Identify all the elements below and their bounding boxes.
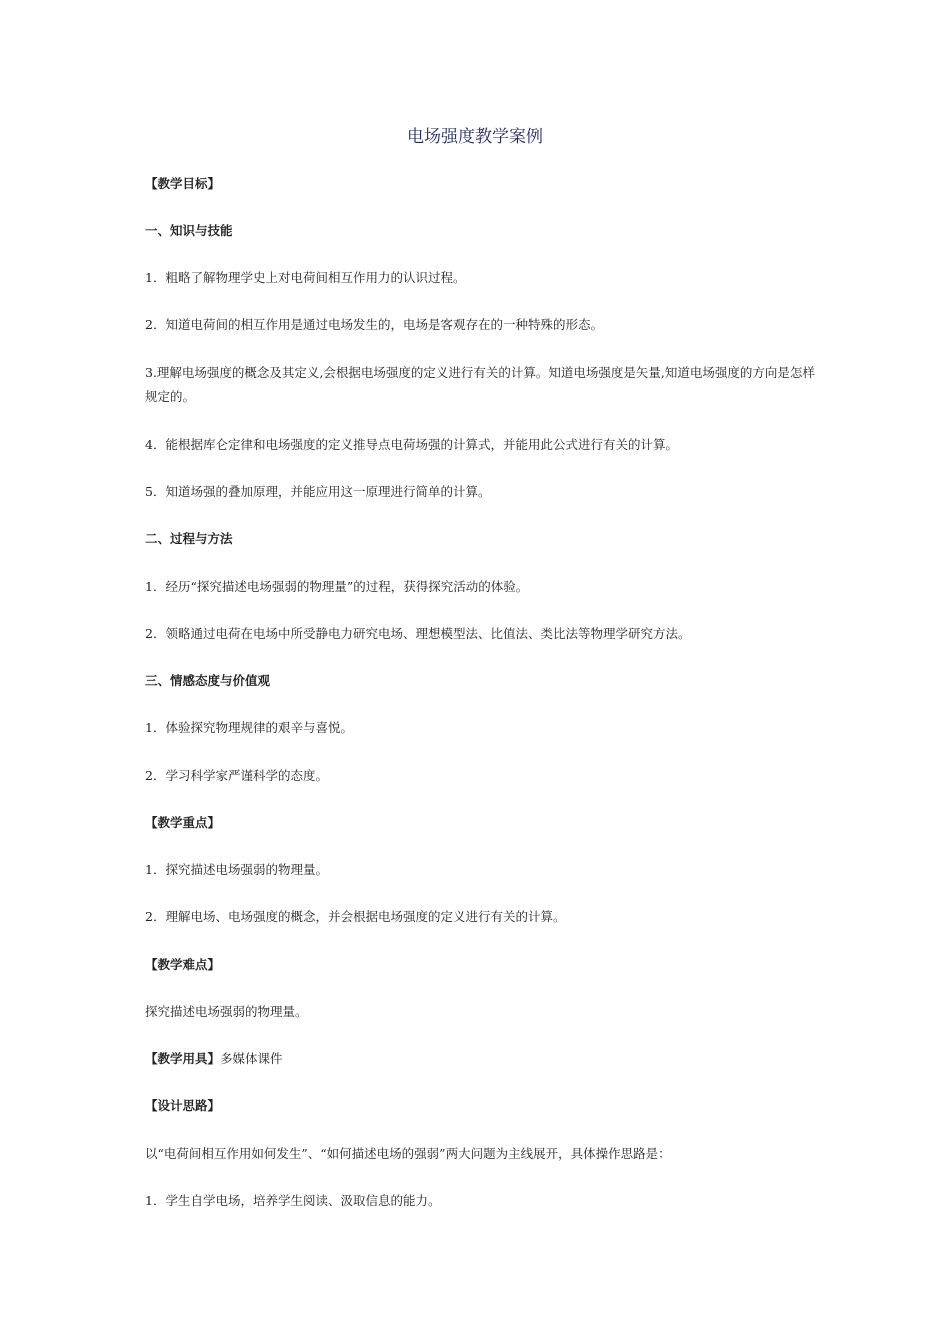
- knowledge-item-3: 3.理解电场强度的概念及其定义,会根据电场强度的定义进行有关的计算。知道电场强度是矢量,知道电场强度的方向是怎样规定的。: [145, 365, 815, 404]
- attitude-values-heading: 三、情感态度与价值观: [145, 673, 271, 688]
- process-method-heading: 二、过程与方法: [145, 531, 233, 546]
- process-item-2: 2．领略通过电荷在电场中所受静电力研究电场、理想模型法、比值法、类比法等物理学研究方法。: [145, 626, 691, 641]
- teaching-tools-heading: 【教学用具】: [145, 1051, 221, 1066]
- knowledge-skills-heading: 一、知识与技能: [145, 223, 233, 238]
- design-intro: 以“电荷间相互作用如何发生”、“如何描述电场的强弱”两大问题为主线展开，具体操作思路是：: [145, 1146, 671, 1161]
- key-points-heading: 【教学重点】: [145, 815, 221, 830]
- attitude-item-2: 2．学习科学家严谨科学的态度。: [145, 768, 328, 783]
- difficulties-heading: 【教学难点】: [145, 957, 221, 972]
- document-title: 电场强度教学案例: [407, 127, 543, 147]
- knowledge-item-4: 4．能根据库仑定律和电场强度的定义推导点电荷场强的计算式，并能用此公式进行有关的计算。: [145, 437, 678, 452]
- attitude-item-1: 1．体验探究物理规律的艰辛与喜悦。: [145, 720, 353, 735]
- teaching-tools-text: 多媒体课件: [220, 1051, 283, 1066]
- knowledge-item-5: 5．知道场强的叠加原理，并能应用这一原理进行简单的计算。: [145, 484, 491, 499]
- key-point-item-2: 2．理解电场、电场强度的概念，并会根据电场强度的定义进行有关的计算。: [145, 909, 566, 924]
- process-item-1: 1．经历“探究描述电场强弱的物理量”的过程，获得探究活动的体验。: [145, 579, 529, 594]
- design-item-1: 1．学生自学电场，培养学生阅读、汲取信息的能力。: [145, 1193, 441, 1208]
- knowledge-item-2: 2．知道电荷间的相互作用是通过电场发生的，电场是客观存在的一种特殊的形态。: [145, 317, 603, 332]
- teaching-tools-line: [145, 1047, 815, 1071]
- key-point-item-1: 1．探究描述电场强弱的物理量。: [145, 862, 328, 877]
- knowledge-item-1: 1．粗略了解物理学史上对电荷间相互作用力的认识过程。: [145, 270, 466, 285]
- teaching-goals-heading: 【教学目标】: [145, 176, 221, 191]
- difficulties-text: 探究描述电场强弱的物理量。: [145, 1004, 308, 1019]
- design-heading: 【设计思路】: [145, 1098, 221, 1113]
